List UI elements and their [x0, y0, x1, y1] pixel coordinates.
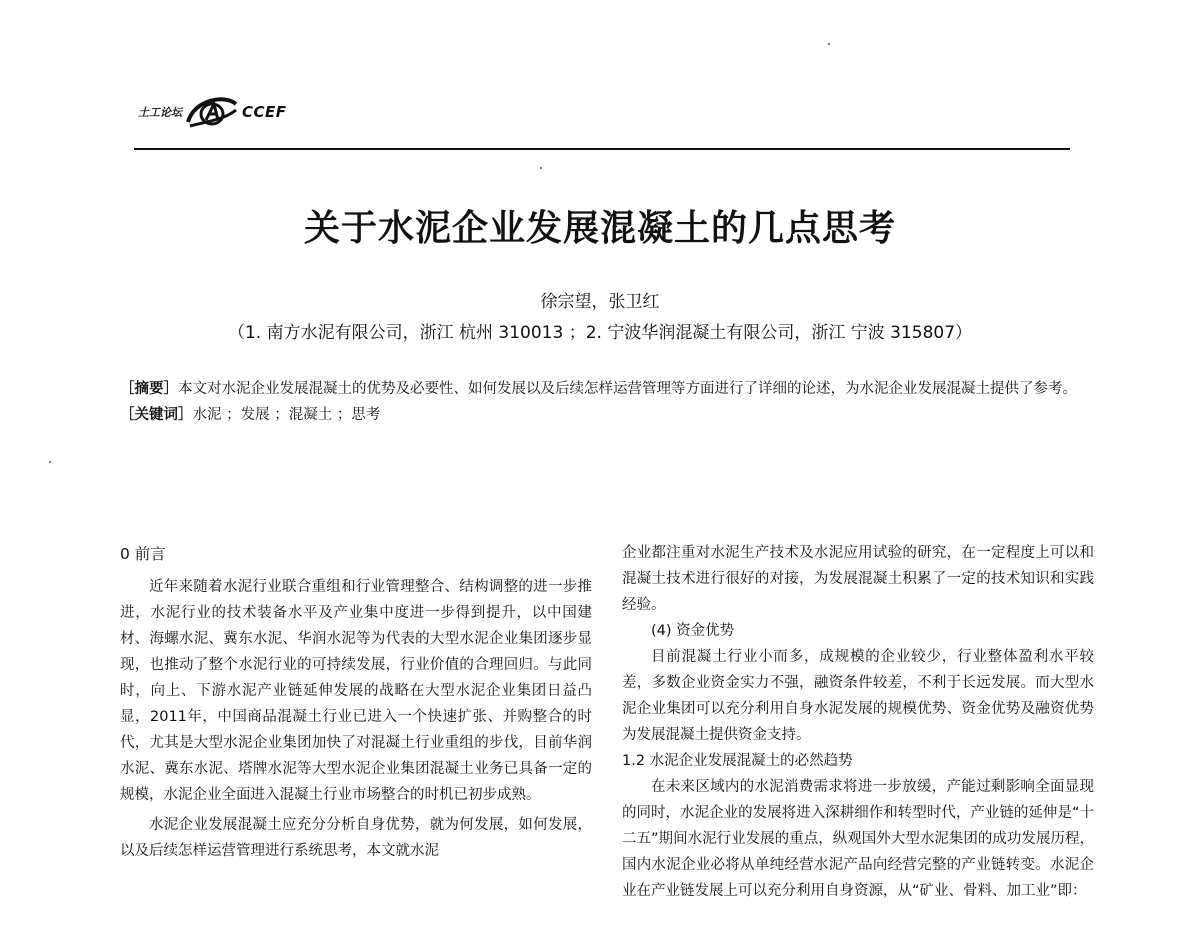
body-paragraph: 目前混凝土行业小而多，成规模的企业较少，行业整体盈利水平较差，多数企业资金实力不强，融资条件较差，不利于长远发展。而大型水泥企业集团可以充分利用自身水泥发展的规模优势、资金优势及融资优势为发展混凝土提供资金支持。	[622, 649, 1094, 743]
left-column	[120, 540, 592, 864]
right-column	[622, 540, 1094, 904]
journal-logo	[138, 90, 287, 134]
abstract-label: ［摘要］	[120, 381, 178, 397]
keywords	[120, 403, 1090, 428]
logo-text: CCEF	[242, 103, 287, 121]
keywords-label: ［关键词］	[120, 407, 193, 423]
keywords-text: 水泥 ；发展 ；混凝土 ；思考	[192, 407, 381, 423]
section-heading-preface: 0 前言	[120, 545, 166, 563]
scan-speck	[540, 167, 542, 169]
scan-speck	[49, 461, 51, 463]
logo-prefix: 土工论坛	[138, 106, 182, 119]
author-affiliations: （1. 南方水泥有限公司，浙江 杭州 310013 ；2. 宁波华润混凝土有限公司，浙江 宁波 315807）	[227, 323, 973, 343]
paper-title: 关于水泥企业发展混凝土的几点思考	[303, 208, 896, 249]
scan-speck	[828, 43, 830, 45]
body-paragraph: 近年来随着水泥行业联合重组和行业管理整合、结构调整的进一步推进，水泥行业的技术装备水平及产业集中度进一步得到提升，以中国建材、海螺水泥、冀东水泥、华润水泥等为代表的大型水泥企业集团逐步显现，也推动了整个水泥行业的可持续发展，行业价值的合理回归。与此同时，向上、下游水泥产业链延伸发展的战略在大型水泥企业集团日益凸显，2011年，中国商品混凝土行业已进入一个快速扩张、并购整合的时代，尤其是大型水泥企业集团加快了对混凝土行业重组的步伐，目前华润水泥、冀东水泥、塔牌水泥等大型水泥企业集团混凝土业务已具备一定的规模，水泥企业全面进入混凝土行业市场整合的时机已初步成熟。	[120, 579, 592, 803]
abstract	[120, 377, 1090, 402]
subheading-inevitable-trend: 1.2 水泥企业发展混凝土的必然趋势	[622, 753, 853, 769]
paper-authors: 徐宗望，张卫红	[540, 292, 660, 312]
subheading-capital-advantage: (4) 资金优势	[651, 623, 735, 639]
abstract-text: 本文对水泥企业发展混凝土的优势及必要性、如何发展以及后续怎样运营管理等方面进行了详细的论述，为水泥企业发展混凝土提供了参考。	[178, 381, 1077, 397]
body-paragraph: 企业都注重对水泥生产技术及水泥应用试验的研究，在一定程度上可以和混凝土技术进行很好的对接，为发展混凝土积累了一定的技术知识和实践经验。	[622, 545, 1094, 613]
abstract-block	[120, 377, 1090, 428]
body-paragraph: 水泥企业发展混凝土应充分分析自身优势，就为何发展，如何发展，以及后续怎样运营管理进行系统思考，本文就水泥	[120, 817, 592, 859]
ccef-emblem-icon	[184, 92, 240, 132]
body-paragraph: 在未来区域内的水泥消费需求将进一步放缓，产能过剩影响全面显现的同时，水泥企业的发展将进入深耕细作和转型时代，产业链的延伸是“十二五”期间水泥行业发展的重点，纵观国外大型水泥集团的成功发展历程，国内水泥企业必将从单纯经营水泥产品向经营完整的产业链转变。水泥企业在产业链发展上可以充分利用自身资源，从“矿业、骨料、加工业”即：	[622, 779, 1094, 899]
header-divider	[134, 148, 1070, 150]
